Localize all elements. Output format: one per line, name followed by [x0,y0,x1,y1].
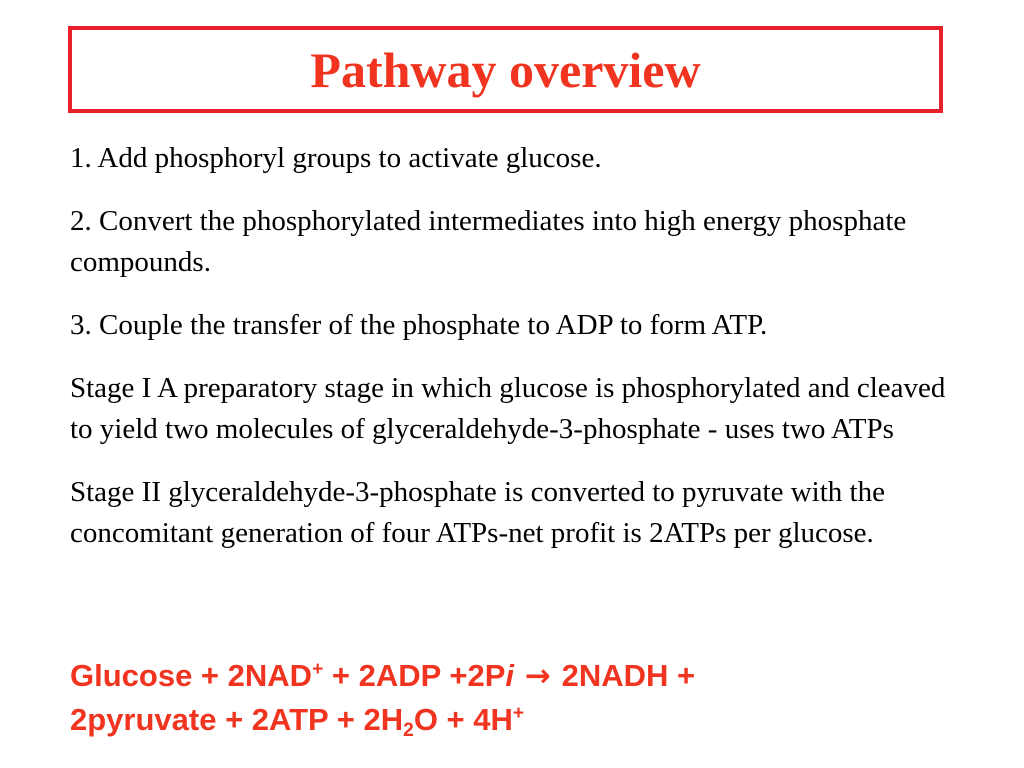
equation-proton-text: O + 4H [413,702,513,737]
water-subscript: 2 [403,719,414,741]
slide-body [70,138,960,576]
equation-adp-text: + 2ADP +2P [323,658,506,693]
equation-line-1 [70,654,970,698]
nad-charge: + [312,659,324,681]
equation-line-2 [70,698,970,741]
net-reaction-equation [70,654,970,741]
paragraph-stage-2: Stage II glyceraldehyde-3-phosphate is converted to pyruvate with the concomitant generation of four ATPs-net profit is 2ATPs per glucose. [70,476,885,549]
reaction-arrow-icon: → [514,658,562,694]
paragraph-step-2: 2. Convert the phosphorylated intermediates into high energy phosphate compounds. [70,205,907,278]
equation-nadh-text: 2NADH + [561,658,696,693]
phosphate-italic-i: i [505,658,515,693]
equation-reactants-text: Glucose + 2NAD [70,658,313,693]
equation-products-text: 2pyruvate + 2ATP + 2H [70,702,404,737]
title-box [68,26,943,113]
slide-title: Pathway overview [310,41,701,98]
proton-charge: + [512,703,525,725]
paragraph-stage-1: Stage I A preparatory stage in which glucose is phosphorylated and cleaved to yield two molecules of glyceraldehyde-3-phosphate - uses two ATPs [70,372,946,445]
paragraph-step-3: 3. Couple the transfer of the phosphate to ADP to form ATP. [70,309,768,341]
paragraph-step-1: 1. Add phosphoryl groups to activate glucose. [70,142,602,174]
